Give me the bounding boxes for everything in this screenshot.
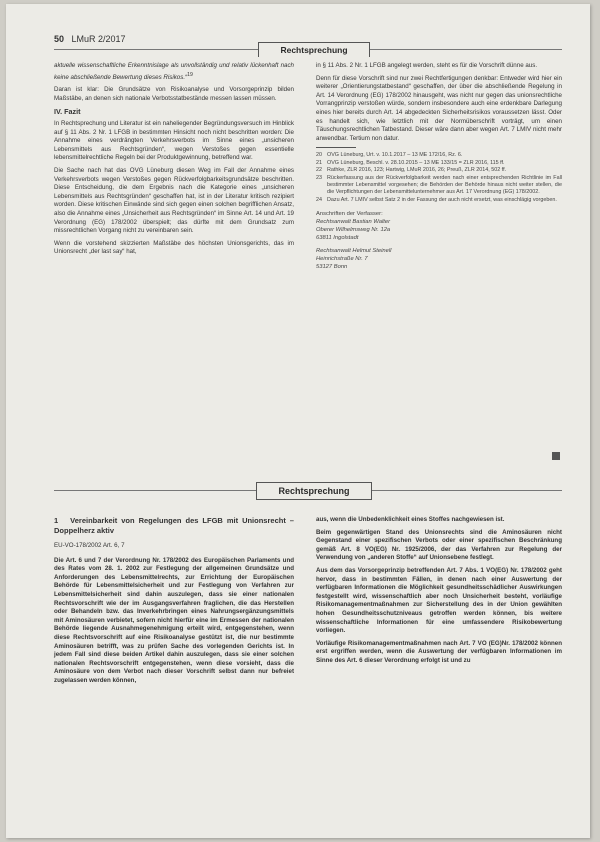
section-tab-2: Rechtsprechung [256,482,372,500]
paragraph: Die Art. 6 und 7 der Verordnung Nr. 178/2002 des Europäischen Parlaments und des Rates vom 28. 1. 2002 zur Festlegung der allgemeinen Grundsätze und Anforderungen des Lebensmittelrechts, zur Errichtung der Europäischen Behörde für Lebensmittelsicherheit und zur Festlegung von Verfahren zur Lebensmittelsicherheit sind dahin auszulegen, dass sie einer nationalen Rechtsvorschrift wie der im Ausgangsverfahren fraglichen, die das Herstellen oder Behandeln bzw. das Inverkehrbringen eines Nahrungsergänzungsmittels mit Aminosäuren verbietet, sofern nicht hierfür eine im Ermessen der nationalen Behörde liegende Ausnahmegenehmigung erteilt wird, entgegenstehen, wenn diese Rechtsvorschrift auf eine Risikoanalyse gestützt ist, die nur bestimmte Aminosäuren betrifft, was zu prüfen Sache des vorlegenden Gerichts ist. In jedem Fall sind diese beiden Artikel dahin auszulegen, dass sie einer solchen nationalen Rechtsvorschrift entgegenstehen, wenn diese vorsieht, dass die Aminosäure von dem Verbot nach dieser Vorschrift selbst dann nur befreiet zugelassen werden können, [54,556,294,684]
address-line: Oberer Wilhelmsweg Nr. 12a [316,227,391,234]
article-heading [54,516,294,536]
page-number: 50 [54,34,65,44]
paragraph: Denn für diese Vorschrift sind nur zwei Rechtfertigungen denkbar: Entweder wird hier ein weiterer „Orientierungstatbestand“ geschaffen, der über die abschließende Regelung in Art. 14 Verordnung (EG) 178/2002 hinausgeht, was nicht nur gegen das unionsrechtliche Vorrangprinzip verstoßen würde, sondern insbesondere auch eine erdenkbare Darlegung eines hier bereits durch Art. 14 abgedeckten Sicherheitsrisikos voraussetzen lässt. Oder es handelt sich, wie letztlich mit der Normüberschrift vorträgt, um einen Täuschungsrechtlichen Tatbestand. Dieser wäre dann aber wegen Art. 7 LMIV nicht mehr anwendbar. Tertium non datur. [316,74,562,142]
footnote-text: Rückerfassung aus der Rückverfolgbarkeit werden nach einer entsprechenden Richtlinie im Fall bestimmter Lebensmittel vorgesehen; die Behörden der Behörde hinaus nicht weiter stellen, die die Verpflichtungen der Lebensmittelunternehmer aus Art. 17 Verordnung (EG) 178/2002. [327,174,562,196]
paragraph: Wenn die vorstehend skizzierten Maßstäbe des höchsten Unionsgerichts, das im Unionsrecht „der last say“ hat, [54,239,294,256]
paragraph: Vorläufige Risikomanagementmaßnahmen nach Art. 7 VO (EG)Nr. 178/2002 können erst ergriffen werden, wenn die Auswertung der verfügbaren Informationen im Sinne des Art. 6 dieser Verordnung erfolgt ist und zu [316,639,562,664]
address-line: Rechtsanwalt Bastian Walter [316,219,390,226]
article-title: Vereinbarkeit von Regelungen des LFGB mit Unionsrecht – Doppelherz aktiv [54,516,294,535]
footnote-ref: 19 [187,71,193,78]
footnote-rule [316,147,356,148]
footnote [316,197,562,204]
page-header [54,34,126,44]
footnote [316,175,562,197]
address-line: 53127 Bonn [316,264,348,271]
section-heading: IV. Fazit [54,107,81,117]
footnote-number: 22 [316,167,322,174]
author-address-2 [316,247,562,271]
footnote-number: 24 [316,196,322,203]
right-column-top [316,62,562,271]
left-column-top [54,62,294,261]
journal-issue: LMuR 2/2017 [71,34,126,44]
footnote [316,160,562,167]
footnotes [316,152,562,204]
footnote-number: 21 [316,159,322,166]
paragraph: aus, wenn die Unbedenklichkeit eines Stoffes nachgewiesen ist. [316,516,505,523]
footnote [316,152,562,159]
footnote-number: 20 [316,152,322,159]
article-number: 1 [54,516,59,525]
section-tab: Rechtsprechung [258,42,370,57]
footnote-text: Dazu Art. 7 LMIV selbst Satz 2 in der Fassung der auch nicht ersetzt, was einschlägig vorgeben. [327,196,557,203]
footnote [316,167,562,174]
paragraph: Beim gegenwärtigen Stand des Unionsrechts sind die Aminosäuren nicht Gegenstand einer spezifischen Verbots oder einer spezifischen Beschränkung gemäß Art. 8 VO(EG) Nr. 1925/2006, der das Verfahren zur Regelung der Verwendung von „anderen Stoffe“ auf Unionsebene festlegt. [316,528,562,562]
paragraph: Daran ist klar: Die Grundsätze von Risikoanalyse und Vorsorgeprinzip bilden Maßstäbe, an denen sich nationale Verbotsstatbestände messen lassen müssen. [54,86,294,102]
footnote-number: 23 [316,174,322,181]
address-line: 63811 Ingolstadt [316,235,359,242]
right-column-bottom [316,516,562,670]
footnote-text: OVG Lüneburg, Urt. v. 10.1.2017 – 13 ME 172/16, Rz. 6. [327,152,463,159]
document-page [6,4,590,838]
legal-reference: EU-VO-178/2002 Art. 6, 7 [54,542,125,549]
footnote-text: OVG Lüneburg, Beschl. v. 28.10.2015 – 13 ME 133/15 = ZLR 2016, 115 ff. [327,159,505,166]
address-line: Rechtsanwalt Helmut Steinell [316,248,392,255]
intro-paragraph: aktuelle wissenschaftliche Erkenntnislage als unvollständig und relativ lückenhaft nach keine abschließende Bewertung dieses Risikos.“$^{19}$ [54,62,294,81]
paragraph: in § 11 Abs. 2 Nr. 1 LFGB angelegt werden, steht es für die Vorschrift dünne aus. [316,62,538,69]
footnote-text: Rathke, ZLR 2016, 123; Hartwig, LMuR 2016, 26; Preuß, ZLR 2014, 502 ff. [327,167,507,174]
address-title: Anschriften der Verfasser: [316,211,383,218]
paragraph: Aus dem das Vorsorgeprinzip betreffenden Art. 7 Abs. 1 VO(EG) Nr. 178/2002 geht hervor, dass in bestimmten Fällen, in denen nach einer Auswertung der verfügbaren Informationen die Möglichkeit gesundheitsschädlicher Auswirkungen festgestellt wird, wissenschaftlich aber noch Unsicherheit besteht, vorläufige Risikomanagementmaßnahmen zur Sicherstellung des in der Union gewählten hohen Gesundheitsschutzniveaus getroffen werden können, bis weitere wissenschaftliche Informationen für eine umfassendere Risikobewertung vorliegen. [316,566,562,635]
end-marker-icon [552,452,560,460]
paragraph: In Rechtsprechung und Literatur ist ein naheliegender Begründungsversuch im Hinblick auf § 11 Abs. 2 Nr. 1 LFGB in bestimmten Hinsicht noch nicht beschritten worden: Die Annahme eines verdrängten Verkehrsverbots im Sinne eines „unsicheren Lebensmittels aus Rechtsgründen“, wegen Verstoßes gegen essentielle lebensmittelrechtliche Regeln bei der Produktgewinnung, betreffend war. [54,120,294,162]
left-column-bottom [54,516,294,690]
address-line: Heinrichstraße Nr. 7 [316,256,368,263]
author-address-1 [316,218,562,242]
paragraph: Die Sache nach hat das OVG Lüneburg diesen Weg im Fall der Annahme eines Verkehrsverbots wegen Verstoßes gegen Rückverfolgbarkeitsgrundsätze beschritten. Diese Entscheidung, die dem Ergebnis nach die Kategorie eines „unsicheren Lebensmittels aus Rechtsgründen“ geschaffen hat, ist in der Literatur kritisch rezipiert worden. Diese kritischen Einwände sind sich gegen einen solchen begrifflichen Ansatz, also die Annahme eines „Unsicherheit aus Rechtsgründen“ im Sinne Art. 14 und Art. 19 Verordnung (EG) 178/2002 überspielt; das dürfte mit dem Grundsatz zum missrechtlichen Vorgang nicht zu vereinbaren sein. [54,167,294,235]
